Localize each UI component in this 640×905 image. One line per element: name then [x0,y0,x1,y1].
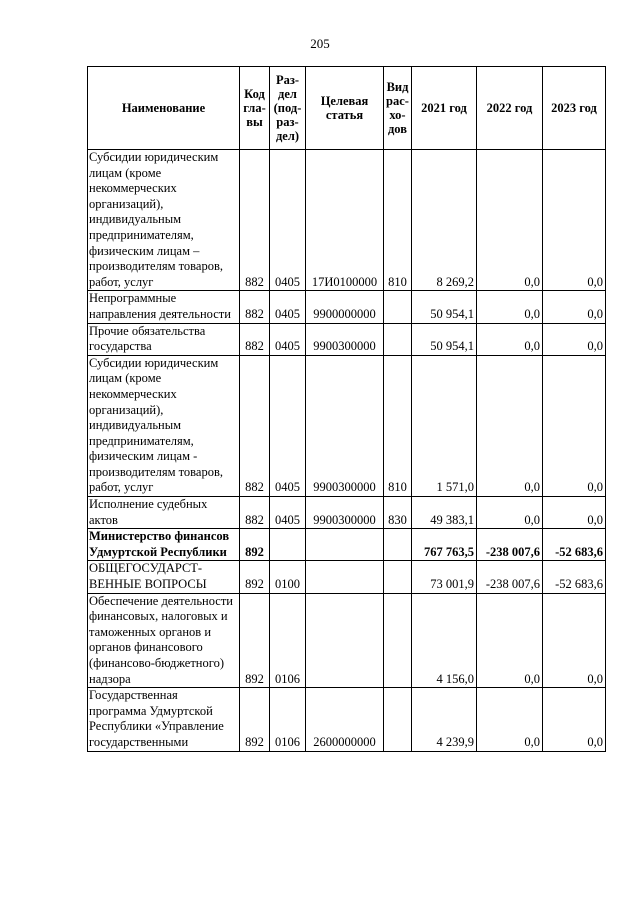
cell-name: Субсидии юридическим лицам (кроме некоммерческих организаций), индивидуальным предпринимателям, физическим лицам - производителям товаров, работ, услуг [88,355,240,496]
cell-2023: -52 683,6 [543,529,606,561]
cell-2022: 0,0 [477,323,543,355]
budget-table [87,66,606,752]
cell-section: 0405 [270,323,306,355]
cell-expense-type: 810 [384,150,412,291]
cell-chapter-code: 892 [240,529,270,561]
cell-2021: 73 001,9 [412,561,477,593]
cell-2023: 0,0 [543,150,606,291]
cell-2023: 0,0 [543,497,606,529]
cell-2023: 0,0 [543,688,606,751]
cell-name: Непрограммные направления деятельности [88,291,240,323]
cell-expense-type [384,688,412,751]
cell-2021: 50 954,1 [412,323,477,355]
cell-2022: -238 007,6 [477,561,543,593]
cell-2023: 0,0 [543,593,606,688]
header-2022: 2022 год [477,67,543,150]
cell-2021: 4 239,9 [412,688,477,751]
cell-expense-type [384,529,412,561]
cell-name: Государственная программа Удмуртской Республики «Управление государственными [88,688,240,751]
table-row [88,355,606,496]
cell-2023: -52 683,6 [543,561,606,593]
table-row [88,561,606,593]
cell-chapter-code: 882 [240,291,270,323]
cell-section: 0100 [270,561,306,593]
cell-section: 0106 [270,593,306,688]
cell-2021: 767 763,5 [412,529,477,561]
cell-2022: 0,0 [477,497,543,529]
cell-chapter-code: 882 [240,323,270,355]
header-2023: 2023 год [543,67,606,150]
cell-name: Министерство финансов Удмуртской Республики [88,529,240,561]
header-expense-type: Вид рас-хо-дов [384,67,412,150]
table-row [88,497,606,529]
cell-2022: 0,0 [477,355,543,496]
cell-2021: 1 571,0 [412,355,477,496]
header-section: Раз-дел (под-раз-дел) [270,67,306,150]
cell-2022: -238 007,6 [477,529,543,561]
table-row [88,593,606,688]
cell-2023: 0,0 [543,355,606,496]
cell-target-article: 9900300000 [306,323,384,355]
cell-name: ОБЩЕГОСУДАРСТ-ВЕННЫЕ ВОПРОСЫ [88,561,240,593]
cell-2021: 4 156,0 [412,593,477,688]
cell-expense-type [384,291,412,323]
table-row [88,323,606,355]
cell-name: Исполнение судебных актов [88,497,240,529]
cell-expense-type [384,593,412,688]
cell-chapter-code: 892 [240,593,270,688]
cell-2023: 0,0 [543,323,606,355]
cell-2021: 49 383,1 [412,497,477,529]
cell-2022: 0,0 [477,150,543,291]
cell-2022: 0,0 [477,688,543,751]
header-chapter-code: Код гла-вы [240,67,270,150]
cell-section: 0106 [270,688,306,751]
cell-2022: 0,0 [477,291,543,323]
cell-expense-type: 830 [384,497,412,529]
table-row [88,688,606,751]
cell-target-article: 9900300000 [306,355,384,496]
table-row [88,529,606,561]
table-row [88,291,606,323]
cell-target-article: 17И0100000 [306,150,384,291]
cell-name: Прочие обязательства государства [88,323,240,355]
cell-target-article [306,529,384,561]
cell-2021: 8 269,2 [412,150,477,291]
cell-expense-type [384,561,412,593]
cell-expense-type [384,323,412,355]
header-name: Наименование [88,67,240,150]
cell-chapter-code: 882 [240,150,270,291]
cell-name: Обеспечение деятельности финансовых, налоговых и таможенных органов и органов финансового (финансово-бюджетного) надзора [88,593,240,688]
cell-2023: 0,0 [543,291,606,323]
cell-2021: 50 954,1 [412,291,477,323]
cell-section: 0405 [270,150,306,291]
cell-section: 0405 [270,291,306,323]
cell-target-article: 9900000000 [306,291,384,323]
cell-2022: 0,0 [477,593,543,688]
cell-expense-type: 810 [384,355,412,496]
table-row [88,150,606,291]
page-number: 205 [310,36,330,51]
cell-target-article [306,561,384,593]
table-header-row [88,67,606,150]
cell-target-article [306,593,384,688]
cell-chapter-code: 882 [240,497,270,529]
cell-name: Субсидии юридическим лицам (кроме некоммерческих организаций), индивидуальным предпринимателям, физическим лицам – производителям товаров, работ, услуг [88,150,240,291]
cell-chapter-code: 892 [240,561,270,593]
cell-target-article: 2600000000 [306,688,384,751]
header-target-article: Целевая статья [306,67,384,150]
cell-section [270,529,306,561]
cell-target-article: 9900300000 [306,497,384,529]
header-2021: 2021 год [412,67,477,150]
cell-chapter-code: 892 [240,688,270,751]
cell-section: 0405 [270,355,306,496]
cell-chapter-code: 882 [240,355,270,496]
cell-section: 0405 [270,497,306,529]
